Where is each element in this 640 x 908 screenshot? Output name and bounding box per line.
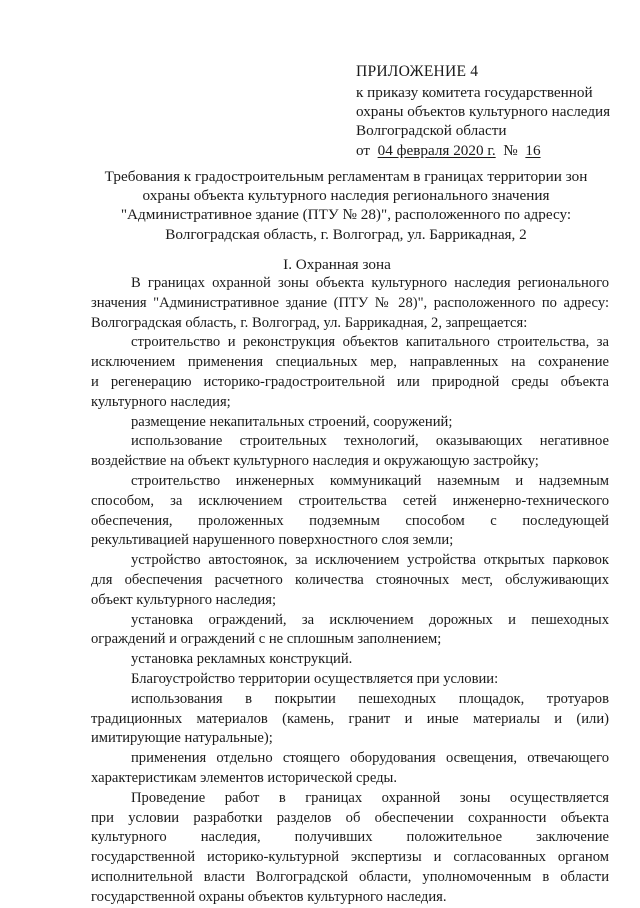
paragraph-7 [91, 650, 609, 670]
text-line: и регенерацию историко-градостроительной или природной среды объекта [91, 373, 609, 390]
text-line: традиционных материалов (камень, гранит и иные материалы и (или) [91, 710, 609, 727]
paragraph-1 [91, 333, 609, 412]
paragraph-intro [91, 274, 609, 333]
text-line: строительство инженерных коммуникаций наземным и надземным [131, 472, 609, 489]
text-line: культурного наследия, получивших положительное заключение [91, 829, 609, 846]
number-sign: № [503, 142, 518, 159]
text-line: использования в покрытии пешеходных площадок, тротуаров [131, 690, 609, 707]
text-line: значения "Административное здание (ПТУ № 28)", расположенного по адресу: [91, 294, 609, 311]
order-number: 16 [525, 142, 541, 159]
text-line: установка ограждений, за исключением дорожных и пешеходных [131, 611, 609, 628]
appendix-title: ПРИЛОЖЕНИЕ 4 [356, 63, 479, 80]
paragraph-10 [91, 749, 609, 789]
paragraph-3 [91, 432, 609, 472]
appendix-line-1: к приказу комитета государственной [356, 84, 593, 101]
document-heading [86, 167, 606, 244]
text-line: использование строительных технологий, оказывающих негативное [131, 433, 609, 450]
text-line: государственной историко-культурной экспертизы и согласованных органом [91, 849, 609, 866]
paragraph-4 [91, 472, 609, 551]
heading-line-3: "Административное здание (ПТУ № 28)", расположенного по адресу: [120, 206, 572, 224]
text-line: ограждений и ограждений с не сплошным заполнением; [91, 631, 442, 648]
text-line: способом, за исключением строительства сетей инженерно-технического [91, 492, 609, 509]
text-line: устройство автостоянок, за исключением устройства открытых парковок [131, 552, 609, 569]
paragraph-8 [91, 670, 609, 690]
text-line: установка рекламных конструкций. [131, 651, 353, 668]
text-line: объект культурного наследия; [91, 591, 277, 608]
order-date: 04 февраля 2020 г. [377, 142, 496, 159]
heading-line-4: Волгоградская область, г. Волгоград, ул. Баррикадная, 2 [165, 225, 527, 243]
text-line: при условии разработки разделов об обеспечении сохранности объекта [91, 809, 609, 826]
text-line: Волгоградская область, г. Волгоград, ул. Баррикадная, 2, запрещается: [91, 314, 528, 331]
paragraph-6 [91, 611, 609, 651]
text-line: для обеспечения расчетного количества стояночных мест, обслуживающих [91, 571, 609, 588]
text-line: имитирующие натуральные); [91, 730, 273, 747]
paragraph-11 [91, 789, 609, 908]
text-line: исключением применения специальных мер, направленных на сохранение [91, 354, 609, 371]
appendix-line-3: Волгоградской области [356, 122, 507, 139]
text-line: характеристикам элементов исторической среды. [91, 769, 397, 786]
paragraph-9 [91, 690, 609, 749]
text-line: применения отдельно стоящего оборудования освещения, отвечающего [131, 750, 609, 767]
text-line: Благоустройство территории осуществляется при условии: [131, 670, 499, 687]
appendix-header [356, 62, 626, 160]
heading-line-2: охраны объекта культурного наследия регионального значения [142, 187, 550, 205]
text-line: Проведение работ в границах охранной зоны осуществляется [131, 789, 609, 806]
heading-line-1: Требования к градостроительным регламентам в границах территории зон [104, 168, 588, 185]
section-title: I. Охранная зона [283, 256, 391, 273]
text-line: размещение некапитальных строений, сооружений; [131, 413, 453, 430]
text-line: В границах охранной зоны объекта культурного наследия регионального [131, 275, 609, 291]
text-line: воздействие на объект культурного наследия и окружающую застройку; [91, 453, 539, 470]
paragraph-2 [91, 413, 609, 433]
paragraph-5 [91, 551, 609, 610]
text-line: исполнительной власти Волгоградской области, уполномоченным в области [91, 868, 609, 885]
document-body [91, 274, 609, 908]
text-line: государственной охраны объектов культурного наследия. [91, 888, 447, 905]
date-prefix: от [356, 142, 371, 159]
text-line: обеспечения, проложенных подземным способом с последующей [91, 512, 609, 529]
text-line: рекультивацией нарушенного поверхностного слоя земли; [91, 532, 454, 549]
text-line: строительство и реконструкция объектов капитального строительства, за [131, 334, 609, 351]
appendix-date-line [356, 141, 626, 160]
text-line: культурного наследия; [91, 393, 231, 410]
appendix-line-2: охраны объектов культурного наследия [356, 103, 611, 120]
